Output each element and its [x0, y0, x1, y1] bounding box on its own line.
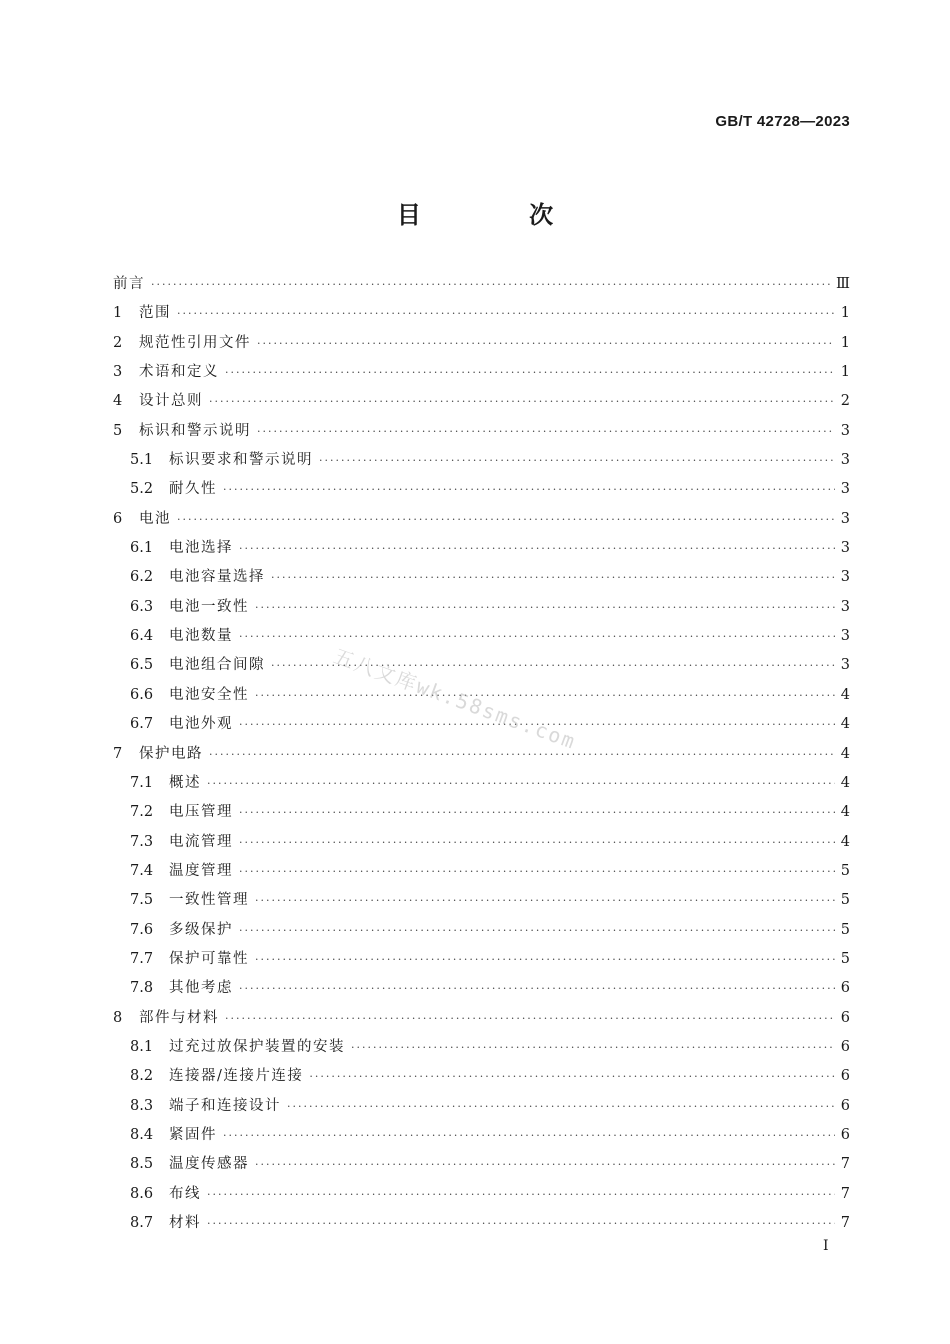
toc-leader-dots	[255, 945, 835, 974]
toc-entry-number: 6.1	[130, 540, 154, 557]
toc-leader-dots	[151, 270, 830, 299]
toc-leader-dots	[239, 857, 835, 886]
toc-entry-number: 7.2	[130, 804, 154, 821]
toc-entry-page: 3	[840, 510, 850, 527]
toc-entry-page: 4	[840, 716, 850, 733]
toc-entry-label: 部件与材料	[139, 1009, 219, 1026]
toc-entry-number: 3	[113, 364, 123, 381]
toc-entry-label: 电池组合间隙	[169, 657, 265, 674]
toc-entry-label: 电池容量选择	[169, 569, 265, 586]
toc-entry-label: 其他考虑	[169, 980, 233, 997]
toc-entry-page: 6	[840, 1097, 850, 1114]
table-of-contents	[113, 270, 850, 1238]
toc-entry-number: 6.2	[130, 569, 154, 586]
toc-entry[interactable]	[113, 740, 850, 769]
toc-leader-dots	[351, 1033, 835, 1062]
toc-entry-page: 3	[840, 422, 850, 439]
toc-entry-page: 2	[840, 393, 850, 410]
toc-entry-label: 电池一致性	[169, 598, 249, 615]
toc-entry[interactable]	[113, 1092, 850, 1121]
toc-entry-page: 6	[840, 980, 850, 997]
toc-entry-label: 标识和警示说明	[139, 422, 251, 439]
toc-entry-label: 电流管理	[169, 833, 233, 850]
toc-entry-number: 6	[113, 510, 123, 527]
toc-leader-dots	[207, 769, 835, 798]
toc-entry-number: 5	[113, 422, 123, 439]
toc-entry-number: 4	[113, 393, 123, 410]
toc-entry-number: 2	[113, 334, 123, 351]
toc-entry[interactable]	[113, 475, 850, 504]
toc-entry[interactable]	[113, 387, 850, 416]
toc-leader-dots	[257, 417, 835, 446]
toc-entry-label: 端子和连接设计	[169, 1097, 281, 1114]
toc-entry[interactable]	[113, 1004, 850, 1033]
toc-leader-dots	[257, 329, 835, 358]
toc-entry-number: 6.3	[130, 598, 154, 615]
toc-entry-number: 7.5	[130, 892, 154, 909]
toc-entry-label: 电压管理	[169, 804, 233, 821]
toc-leader-dots	[207, 1209, 835, 1238]
toc-entry-number: 7.8	[130, 980, 154, 997]
toc-entry-label: 概述	[169, 774, 201, 791]
toc-entry[interactable]	[113, 1209, 850, 1238]
toc-entry-number: 6.6	[130, 686, 154, 703]
toc-entry[interactable]	[113, 299, 850, 328]
toc-entry-label: 温度传感器	[169, 1156, 249, 1173]
toc-entry[interactable]	[113, 886, 850, 915]
toc-entry-page: 7	[840, 1185, 850, 1202]
toc-entry-page: 6	[840, 1068, 850, 1085]
toc-leader-dots	[209, 740, 835, 769]
toc-entry-number: 8	[113, 1009, 123, 1026]
toc-entry-page: 3	[840, 569, 850, 586]
toc-leader-dots	[239, 622, 835, 651]
toc-entry-label: 耐久性	[169, 481, 217, 498]
toc-entry-page: 4	[840, 686, 850, 703]
toc-entry-number: 7.6	[130, 921, 154, 938]
toc-entry-label: 电池	[139, 510, 171, 527]
toc-entry-number: 5.1	[130, 452, 154, 469]
toc-entry-page: 4	[840, 804, 850, 821]
toc-entry-page: 4	[840, 774, 850, 791]
toc-leader-dots	[287, 1092, 835, 1121]
toc-entry-label: 材料	[169, 1215, 201, 1231]
toc-title: 目 次	[396, 201, 604, 229]
toc-entry-label: 电池数量	[169, 628, 233, 645]
toc-entry[interactable]	[113, 505, 850, 534]
toc-entry[interactable]	[113, 358, 850, 387]
watermark: 五八文库wk.58sms.com	[330, 643, 580, 755]
standard-code: GB/T 42728—2023	[715, 113, 850, 130]
toc-leader-dots	[225, 1004, 835, 1033]
toc-entry-number: 7.7	[130, 950, 154, 967]
toc-leader-dots	[223, 1121, 835, 1150]
toc-entry-label: 一致性管理	[169, 892, 249, 909]
toc-entry-label: 标识要求和警示说明	[169, 452, 313, 469]
toc-leader-dots	[255, 593, 835, 622]
toc-entry-label: 连接器/连接片连接	[169, 1068, 304, 1085]
toc-leader-dots	[255, 1150, 835, 1179]
toc-entry-page: 5	[840, 892, 850, 909]
toc-entry-label: 前言	[113, 276, 145, 292]
toc-entry-page: 6	[840, 1038, 850, 1055]
toc-entry-page: 3	[840, 481, 850, 498]
toc-leader-dots	[309, 1062, 834, 1091]
toc-leader-dots	[319, 446, 835, 475]
toc-entry-number: 8.5	[130, 1156, 154, 1173]
toc-leader-dots	[209, 387, 835, 416]
toc-entry-page: 3	[840, 452, 850, 469]
toc-leader-dots	[255, 681, 835, 710]
toc-entry-number: 8.2	[130, 1068, 154, 1085]
toc-entry-label: 保护可靠性	[169, 950, 249, 967]
toc-entry-label: 电池外观	[169, 716, 233, 733]
toc-entry-number: 6.4	[130, 628, 154, 645]
toc-entry-number: 7.4	[130, 862, 154, 879]
toc-entry-number: 8.6	[130, 1185, 154, 1202]
toc-entry-number: 6.5	[130, 657, 154, 674]
toc-entry-page: 4	[840, 833, 850, 850]
toc-entry-page: Ⅲ	[836, 276, 850, 292]
page-number: I	[823, 1238, 829, 1254]
toc-entry-page: 4	[840, 745, 850, 762]
toc-entry-page: 3	[840, 598, 850, 615]
toc-entry[interactable]	[113, 828, 850, 857]
toc-entry-label: 过充过放保护装置的安装	[169, 1038, 345, 1055]
toc-entry-number: 1	[113, 305, 123, 322]
toc-entry[interactable]	[113, 622, 850, 651]
toc-entry-number: 8.1	[130, 1038, 154, 1055]
toc-leader-dots	[239, 534, 835, 563]
toc-entry[interactable]	[113, 1180, 850, 1209]
toc-leader-dots	[239, 798, 835, 827]
toc-entry[interactable]	[113, 651, 850, 680]
toc-entry-number: 8.4	[130, 1126, 154, 1143]
toc-entry-label: 电池选择	[169, 540, 233, 557]
toc-entry-number: 7.1	[130, 774, 154, 791]
toc-entry[interactable]	[113, 857, 850, 886]
toc-entry-page: 5	[840, 950, 850, 967]
toc-entry-number: 8.3	[130, 1097, 154, 1114]
toc-entry-page: 5	[840, 921, 850, 938]
toc-leader-dots	[239, 974, 835, 1003]
toc-entry-page: 3	[840, 657, 850, 674]
toc-entry[interactable]	[113, 1062, 850, 1091]
toc-leader-dots	[207, 1180, 835, 1209]
toc-entry-page: 5	[840, 862, 850, 879]
toc-entry[interactable]	[113, 945, 850, 974]
toc-entry-page: 3	[840, 628, 850, 645]
toc-entry[interactable]	[113, 974, 850, 1003]
toc-entry-number: 7.3	[130, 833, 154, 850]
toc-entry[interactable]	[113, 1150, 850, 1179]
toc-entry-page: 6	[840, 1009, 850, 1026]
toc-entry-number: 6.7	[130, 716, 154, 733]
toc-entry[interactable]	[113, 417, 850, 446]
toc-entry-label: 紧固件	[169, 1126, 217, 1143]
toc-leader-dots	[239, 828, 835, 857]
toc-leader-dots	[177, 505, 835, 534]
toc-entry[interactable]	[113, 798, 850, 827]
toc-entry[interactable]	[113, 534, 850, 563]
toc-entry[interactable]	[113, 1121, 850, 1150]
toc-entry-number: 7	[113, 745, 123, 762]
toc-entry-label: 规范性引用文件	[139, 334, 251, 351]
toc-entry-label: 多级保护	[169, 921, 233, 938]
toc-entry-number: 5.2	[130, 481, 154, 498]
toc-leader-dots	[223, 475, 835, 504]
toc-entry-page: 1	[840, 334, 850, 351]
toc-entry-number: 8.7	[130, 1215, 154, 1231]
toc-entry-label: 术语和定义	[139, 364, 219, 381]
toc-entry[interactable]	[113, 593, 850, 622]
toc-leader-dots	[271, 563, 835, 592]
toc-entry[interactable]	[113, 329, 850, 358]
toc-entry[interactable]	[113, 916, 850, 945]
toc-entry-page: 6	[840, 1126, 850, 1143]
toc-entry-label: 设计总则	[139, 393, 203, 410]
toc-entry[interactable]	[113, 563, 850, 592]
toc-entry[interactable]	[113, 769, 850, 798]
toc-entry[interactable]	[113, 446, 850, 475]
toc-leader-dots	[255, 886, 835, 915]
toc-entry[interactable]	[113, 1033, 850, 1062]
toc-entry-label: 范围	[139, 305, 171, 322]
toc-entry-label: 保护电路	[139, 745, 203, 762]
toc-leader-dots	[225, 358, 835, 387]
toc-entry-label: 布线	[169, 1185, 201, 1202]
toc-entry-label: 电池安全性	[169, 686, 249, 703]
toc-entry-page: 1	[840, 305, 850, 322]
toc-leader-dots	[239, 916, 835, 945]
toc-entry-page: 7	[840, 1215, 850, 1231]
toc-entry-page: 1	[840, 364, 850, 381]
toc-entry-label: 温度管理	[169, 862, 233, 879]
toc-entry-page: 3	[840, 540, 850, 557]
toc-entry-page: 7	[840, 1156, 850, 1173]
toc-entry[interactable]	[113, 270, 850, 299]
toc-leader-dots	[177, 299, 835, 328]
